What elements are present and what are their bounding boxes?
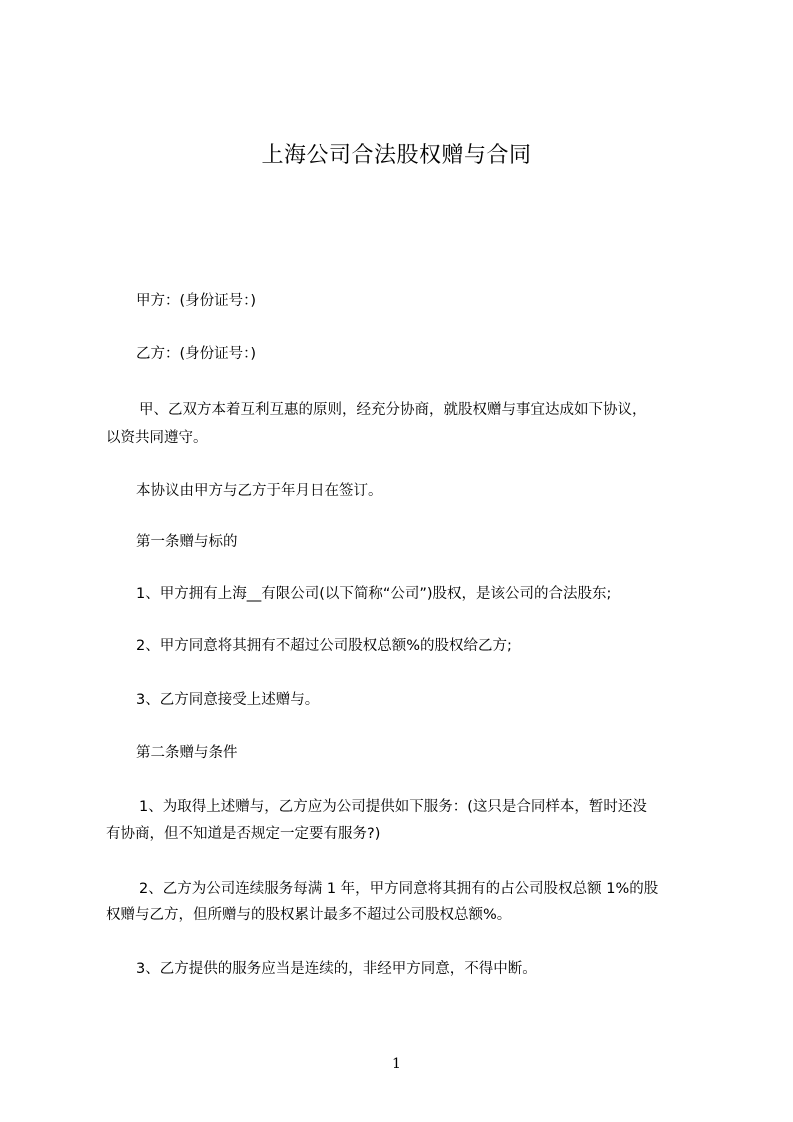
article-2-item-1-line-2: 有协商，但不知道是否规定一定要有服务?) [106, 826, 381, 842]
intro-paragraph-line-1: 甲、乙双方本着互利互惠的原则，经充分协商，就股权赠与事宜达成如下协议， [139, 402, 647, 418]
article-1-item-1: 1、甲方拥有上海__有限公司(以下简称“公司”)股权，是该公司的合法股东; [136, 586, 612, 602]
article-2-item-3: 3、乙方提供的服务应当是连续的，非经甲方同意，不得中断。 [136, 961, 537, 977]
article-1-item-2: 2、甲方同意将其拥有不超过公司股权总额%的股权给乙方; [136, 638, 512, 654]
intro-paragraph-line-2: 以资共同遵守。 [106, 430, 208, 446]
article-1-item-3: 3、乙方同意接受上述赠与。 [136, 692, 320, 708]
signing-statement: 本协议由甲方与乙方于年月日在签订。 [136, 483, 383, 499]
document-title: 上海公司合法股权赠与合同 [261, 143, 532, 168]
article-2-item-1-line-1: 1、为取得上述赠与，乙方应为公司提供如下服务：(这只是合同样本，暂时还没 [139, 799, 647, 815]
article-2-item-2-line-2: 权赠与乙方，但所赠与的股权累计最多不超过公司股权总额%。 [106, 907, 512, 923]
party-b-line: 乙方：(身份证号：) [136, 346, 257, 362]
article-2-item-2-line-1: 2、乙方为公司连续服务每满 1 年，甲方同意将其拥有的占公司股权总额 1%的股 [139, 881, 659, 897]
party-a-line: 甲方：(身份证号：) [136, 293, 257, 309]
article-2-heading: 第二条赠与条件 [136, 745, 238, 761]
page-number: 1 [392, 1056, 401, 1072]
article-1-heading: 第一条赠与标的 [136, 534, 238, 550]
